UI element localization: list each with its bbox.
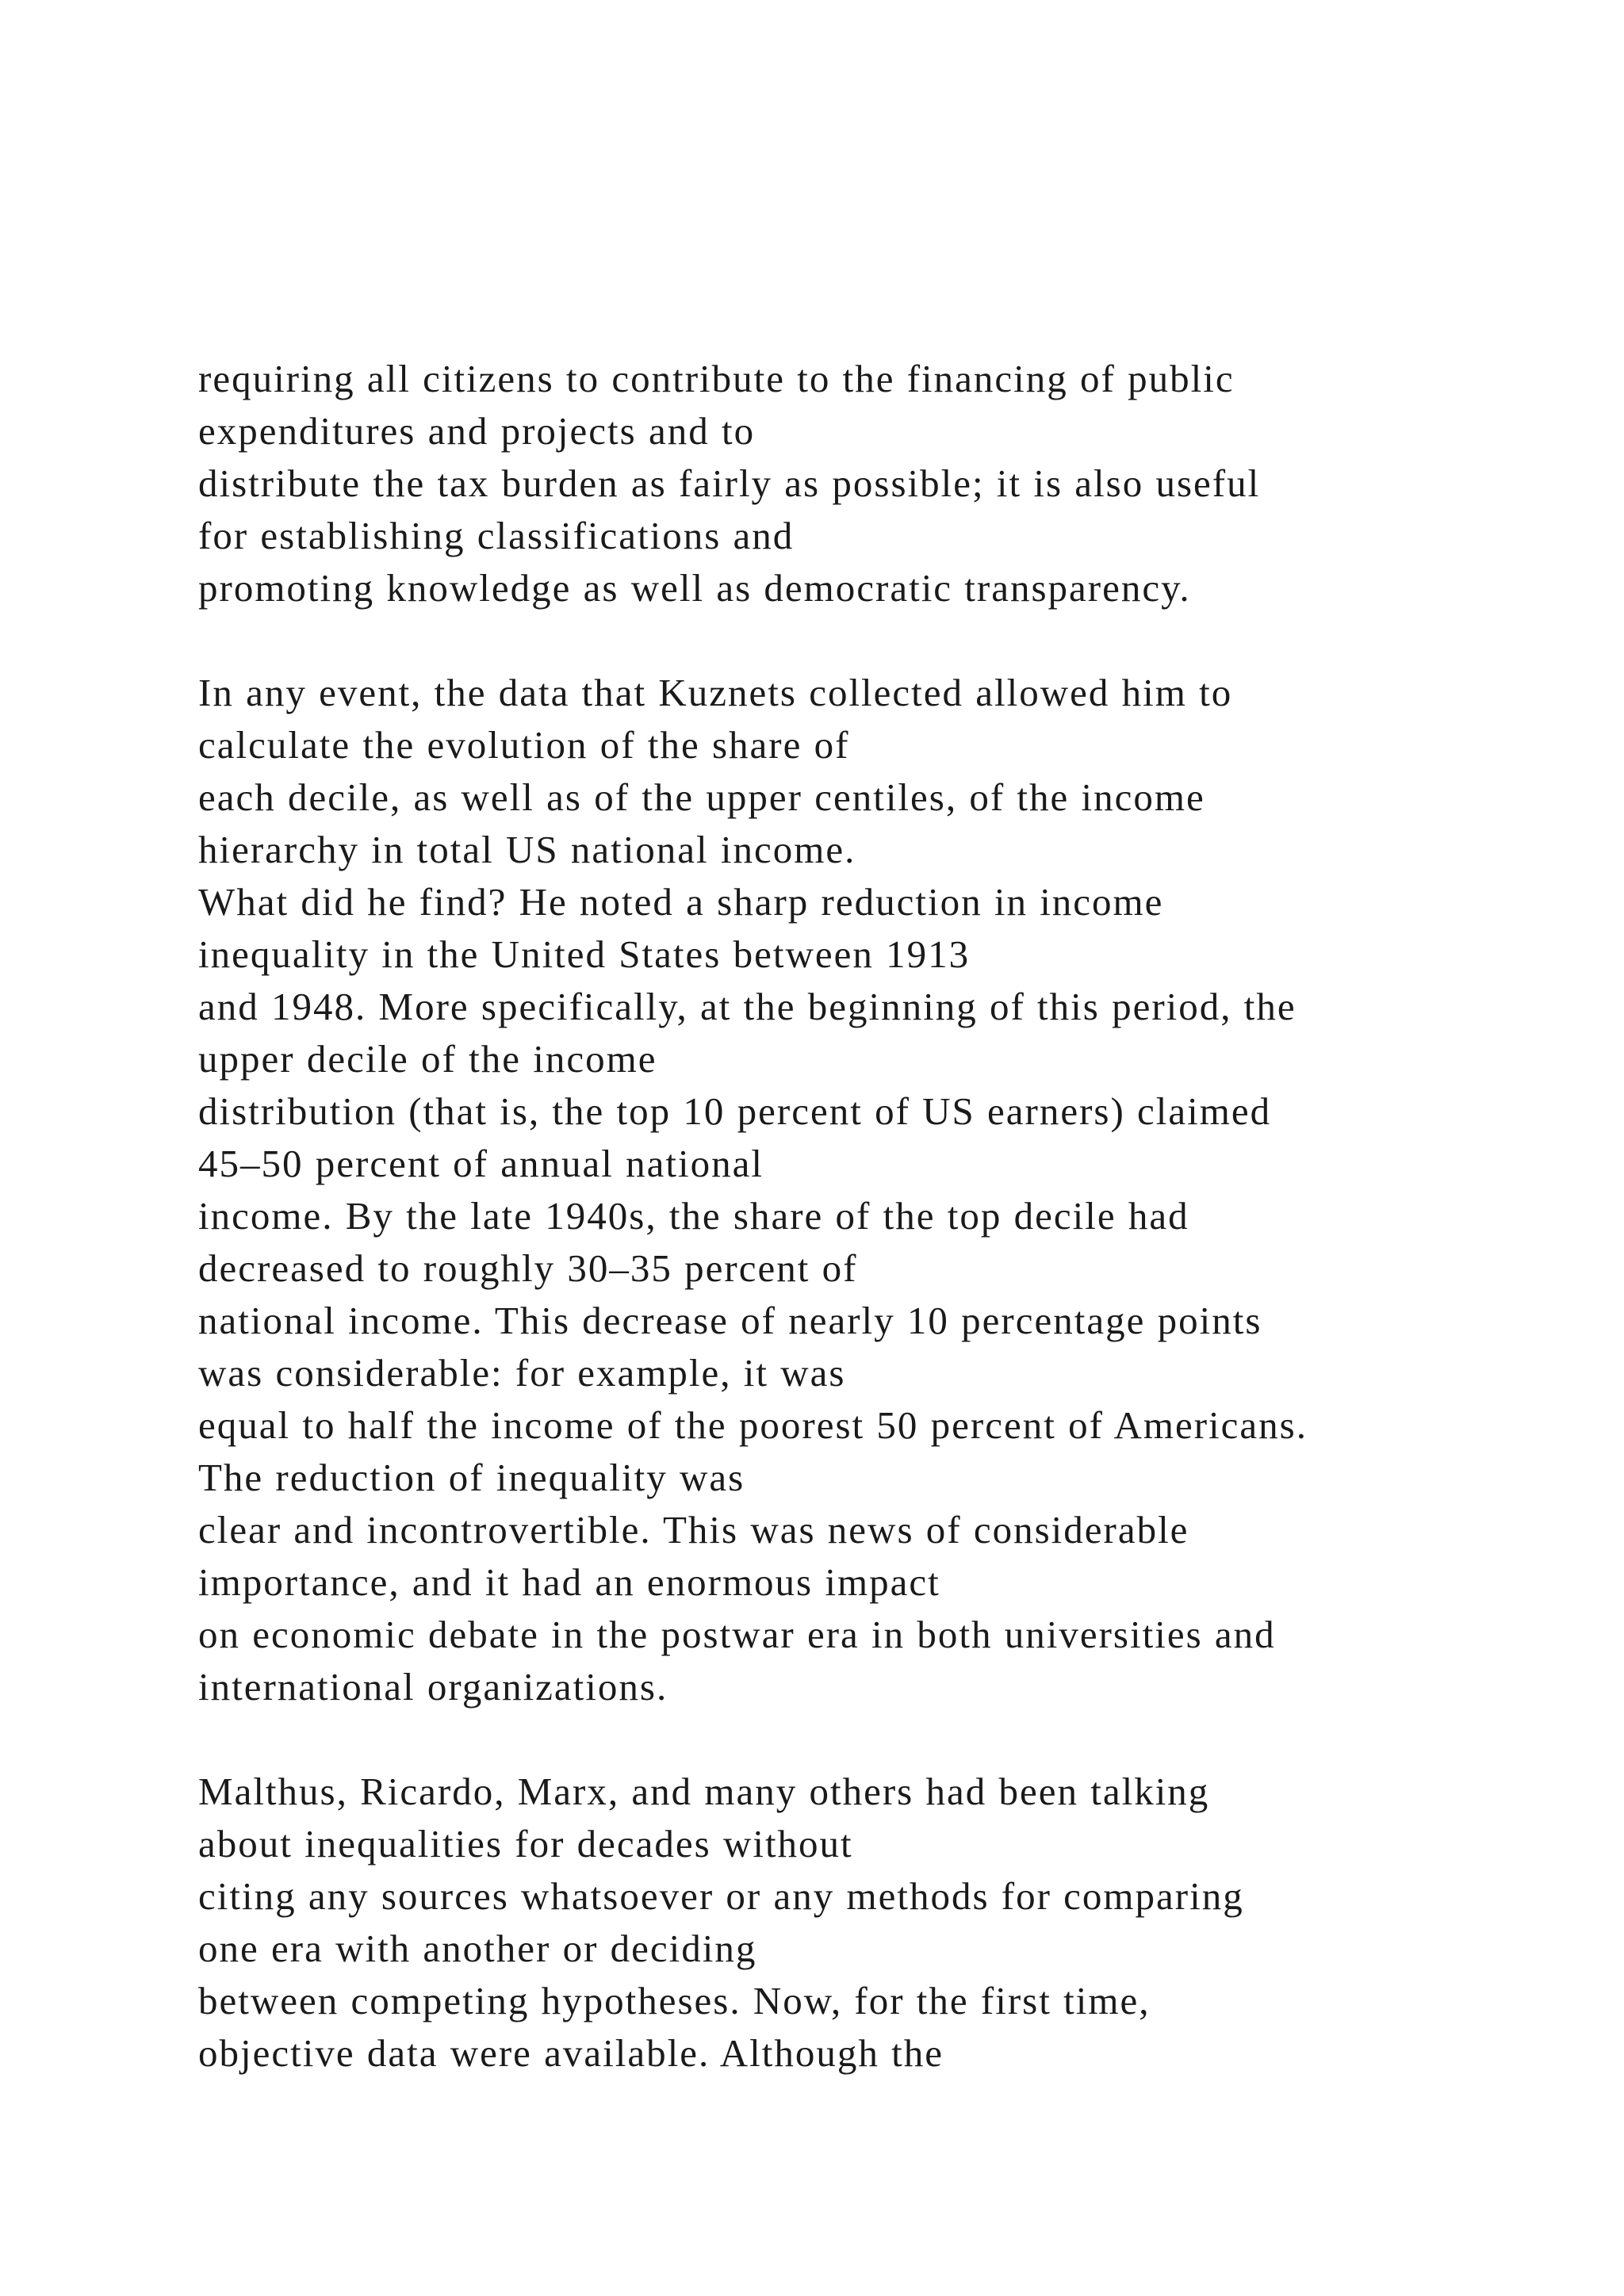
paragraph-1 [198, 353, 1530, 614]
paragraph-3 [198, 1766, 1530, 2080]
text-line: for establishing classifications and [198, 514, 795, 557]
text-line: hierarchy in total US national income. [198, 828, 856, 871]
text-line: citing any sources whatsoever or any methods for comparing [198, 1874, 1244, 1918]
text-line: In any event, the data that Kuznets collected allowed him to [198, 671, 1233, 714]
text-line: and 1948. More specifically, at the beginning of this period, the [198, 985, 1297, 1028]
text-line: equal to half the income of the poorest 50 percent of Americans. [198, 1403, 1308, 1447]
text-line: on economic debate in the postwar era in both universities and [198, 1613, 1276, 1656]
text-line: What did he find? He noted a sharp reduction in income [198, 880, 1164, 924]
body-text [198, 353, 1530, 2080]
text-line: objective data were available. Although the [198, 2031, 944, 2075]
text-line: promoting knowledge as well as democratic transparency. [198, 566, 1191, 610]
paragraph-spacer [198, 1713, 1530, 1766]
text-line: income. By the late 1940s, the share of the top decile had [198, 1194, 1189, 1238]
text-line: calculate the evolution of the share of [198, 723, 850, 767]
text-line: requiring all citizens to contribute to the financing of public [198, 357, 1235, 400]
text-line: decreased to roughly 30–35 percent of [198, 1246, 858, 1290]
text-line: inequality in the United States between 1913 [198, 932, 971, 976]
text-line: each decile, as well as of the upper centiles, of the income [198, 775, 1205, 819]
text-line: between competing hypotheses. Now, for the first time, [198, 1979, 1151, 2022]
paragraph-2 [198, 667, 1530, 1713]
text-line: international organizations. [198, 1665, 668, 1709]
text-line: clear and incontrovertible. This was news of considerable [198, 1508, 1189, 1552]
text-line: importance, and it had an enormous impact [198, 1560, 940, 1604]
text-line: about inequalities for decades without [198, 1822, 853, 1866]
text-line: upper decile of the income [198, 1037, 657, 1081]
text-line: was considerable: for example, it was [198, 1351, 846, 1395]
text-line: distribute the tax burden as fairly as possible; it is also useful [198, 461, 1261, 505]
text-line: The reduction of inequality was [198, 1456, 745, 1499]
text-line: national income. This decrease of nearly 10 percentage points [198, 1299, 1262, 1342]
paragraph-spacer [198, 614, 1530, 667]
text-line: 45–50 percent of annual national [198, 1142, 764, 1185]
text-line: one era with another or deciding [198, 1927, 757, 1970]
text-line: expenditures and projects and to [198, 409, 756, 453]
text-line: Malthus, Ricardo, Marx, and many others had been talking [198, 1770, 1210, 1813]
text-line: distribution (that is, the top 10 percent of US earners) claimed [198, 1089, 1272, 1133]
